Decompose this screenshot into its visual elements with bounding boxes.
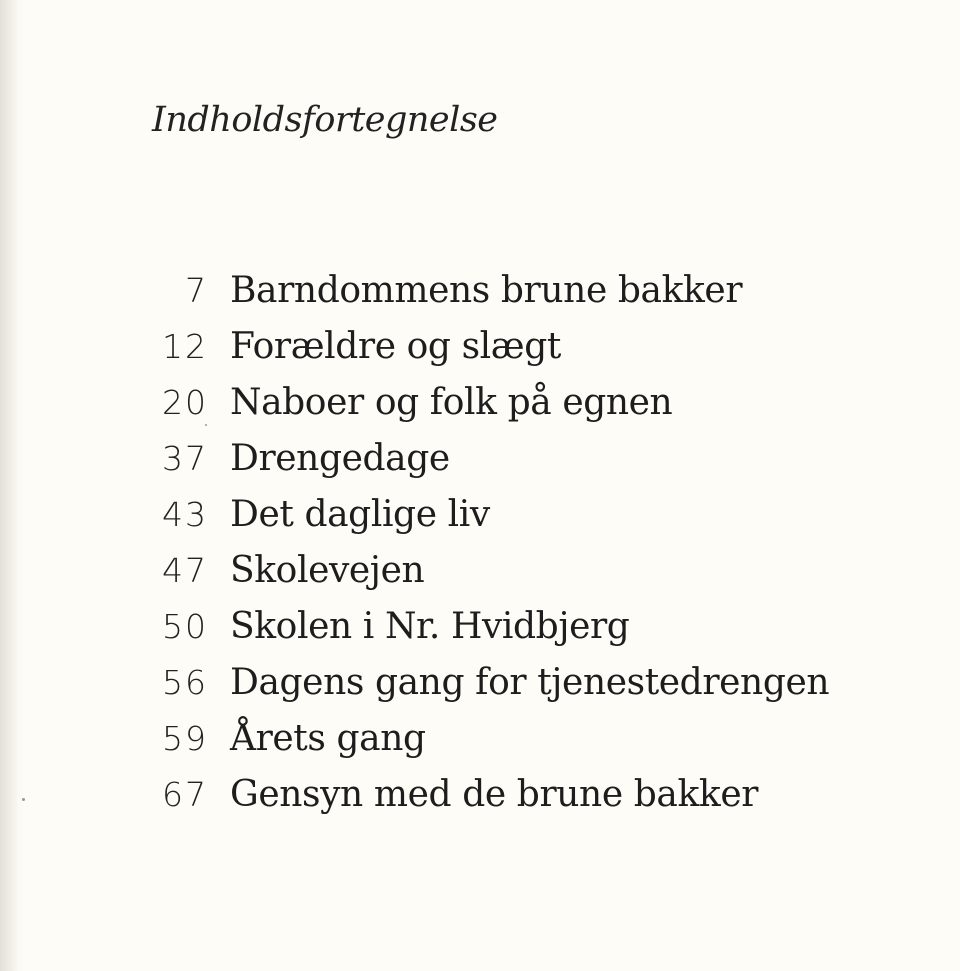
toc-page-number: 43 xyxy=(162,495,208,534)
toc-page-number: 47 xyxy=(162,551,208,590)
toc-chapter-title: Dagens gang for tjenestedrengen xyxy=(230,662,830,703)
toc-entry xyxy=(120,326,880,382)
toc-entry xyxy=(120,606,880,662)
toc-chapter-title: Årets gang xyxy=(230,718,426,759)
toc-page-number: 12 xyxy=(162,327,208,366)
toc-page-number: 59 xyxy=(162,719,208,758)
toc-chapter-title: Forældre og slægt xyxy=(230,326,561,367)
table-of-contents xyxy=(120,270,880,830)
toc-page-number: 7 xyxy=(185,271,208,310)
toc-entry xyxy=(120,662,880,718)
toc-chapter-title: Barndommens brune bakker xyxy=(230,270,743,311)
toc-entry xyxy=(120,550,880,606)
toc-entry xyxy=(120,438,880,494)
toc-entry xyxy=(120,270,880,326)
toc-page-number: 37 xyxy=(162,439,208,478)
toc-page-number: 56 xyxy=(162,663,208,702)
toc-entry xyxy=(120,494,880,550)
toc-page-number: 20 xyxy=(162,383,208,422)
toc-chapter-title: Gensyn med de brune bakker xyxy=(230,774,759,815)
toc-chapter-title: Drengedage xyxy=(230,438,450,479)
toc-chapter-title: Skolevejen xyxy=(230,550,425,591)
toc-chapter-title: Det daglige liv xyxy=(230,494,490,535)
page-binding-edge xyxy=(0,0,18,971)
toc-entry xyxy=(120,718,880,774)
toc-entry xyxy=(120,774,880,830)
toc-page-number: 50 xyxy=(162,607,208,646)
page-title: Indholdsfortegnelse xyxy=(152,100,498,140)
toc-page-number: 67 xyxy=(162,775,208,814)
toc-entry xyxy=(120,382,880,438)
toc-chapter-title: Naboer og folk på egnen xyxy=(230,382,673,423)
paper-speck xyxy=(22,798,25,801)
toc-chapter-title: Skolen i Nr. Hvidbjerg xyxy=(230,606,630,647)
